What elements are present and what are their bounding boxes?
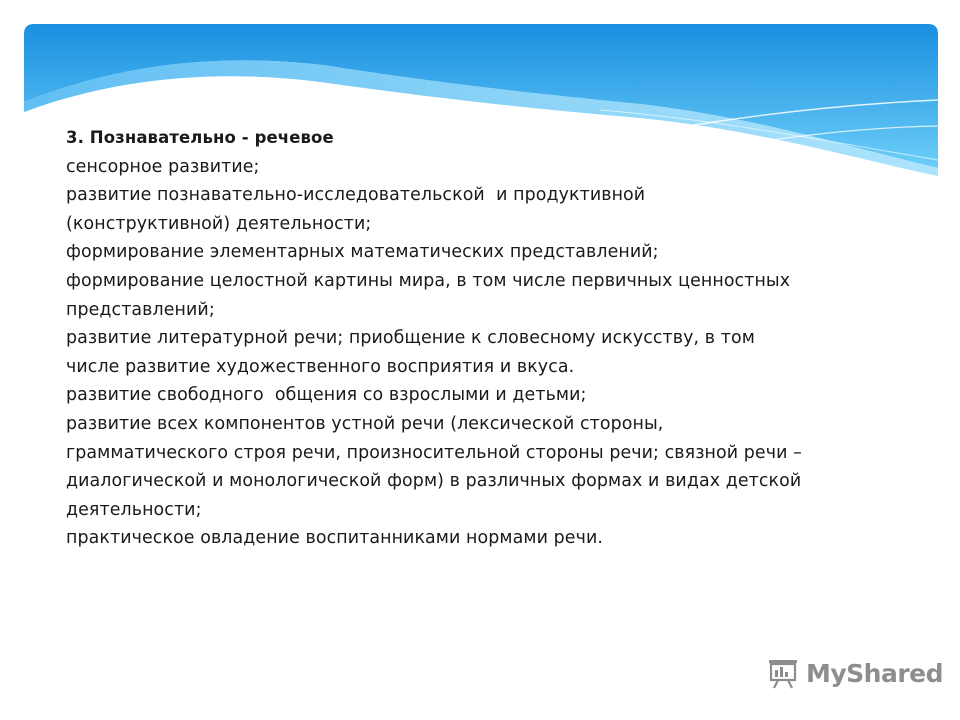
text-line: практическое овладение воспитанниками нормами речи. [66,528,603,549]
text-line: развитие свободного общения со взрослыми и детьми; [66,385,587,406]
text-line: диалогической и монологической форм) в различных формах и видах детской [66,471,802,492]
text-line: числе развитие художественного восприятия и вкуса. [66,356,575,377]
text-line: грамматического строя речи, произносительной стороны речи; связной речи – [66,442,802,463]
text-line: развитие познавательно-исследовательской и продуктивной [66,185,646,206]
text-line: формирование элементарных математических представлений; [66,242,659,263]
slide-text [66,124,926,553]
text-line: представлений; [66,299,215,320]
presentation-board-icon [766,656,800,690]
text-line: развитие литературной речи; приобщение к словесному искусству, в том [66,328,755,349]
text-line: развитие всех компонентов устной речи (лексической стороны, [66,413,664,434]
slide-heading: 3. Познавательно - речевое [66,128,334,147]
watermark-label: MyShared [806,658,944,688]
myshared-watermark [766,652,943,694]
text-line: формирование целостной картины мира, в том числе первичных ценностных [66,270,791,291]
text-line: (конструктивной) деятельности; [66,213,372,234]
text-line: деятельности; [66,499,202,520]
text-line: сенсорное развитие; [66,156,260,177]
